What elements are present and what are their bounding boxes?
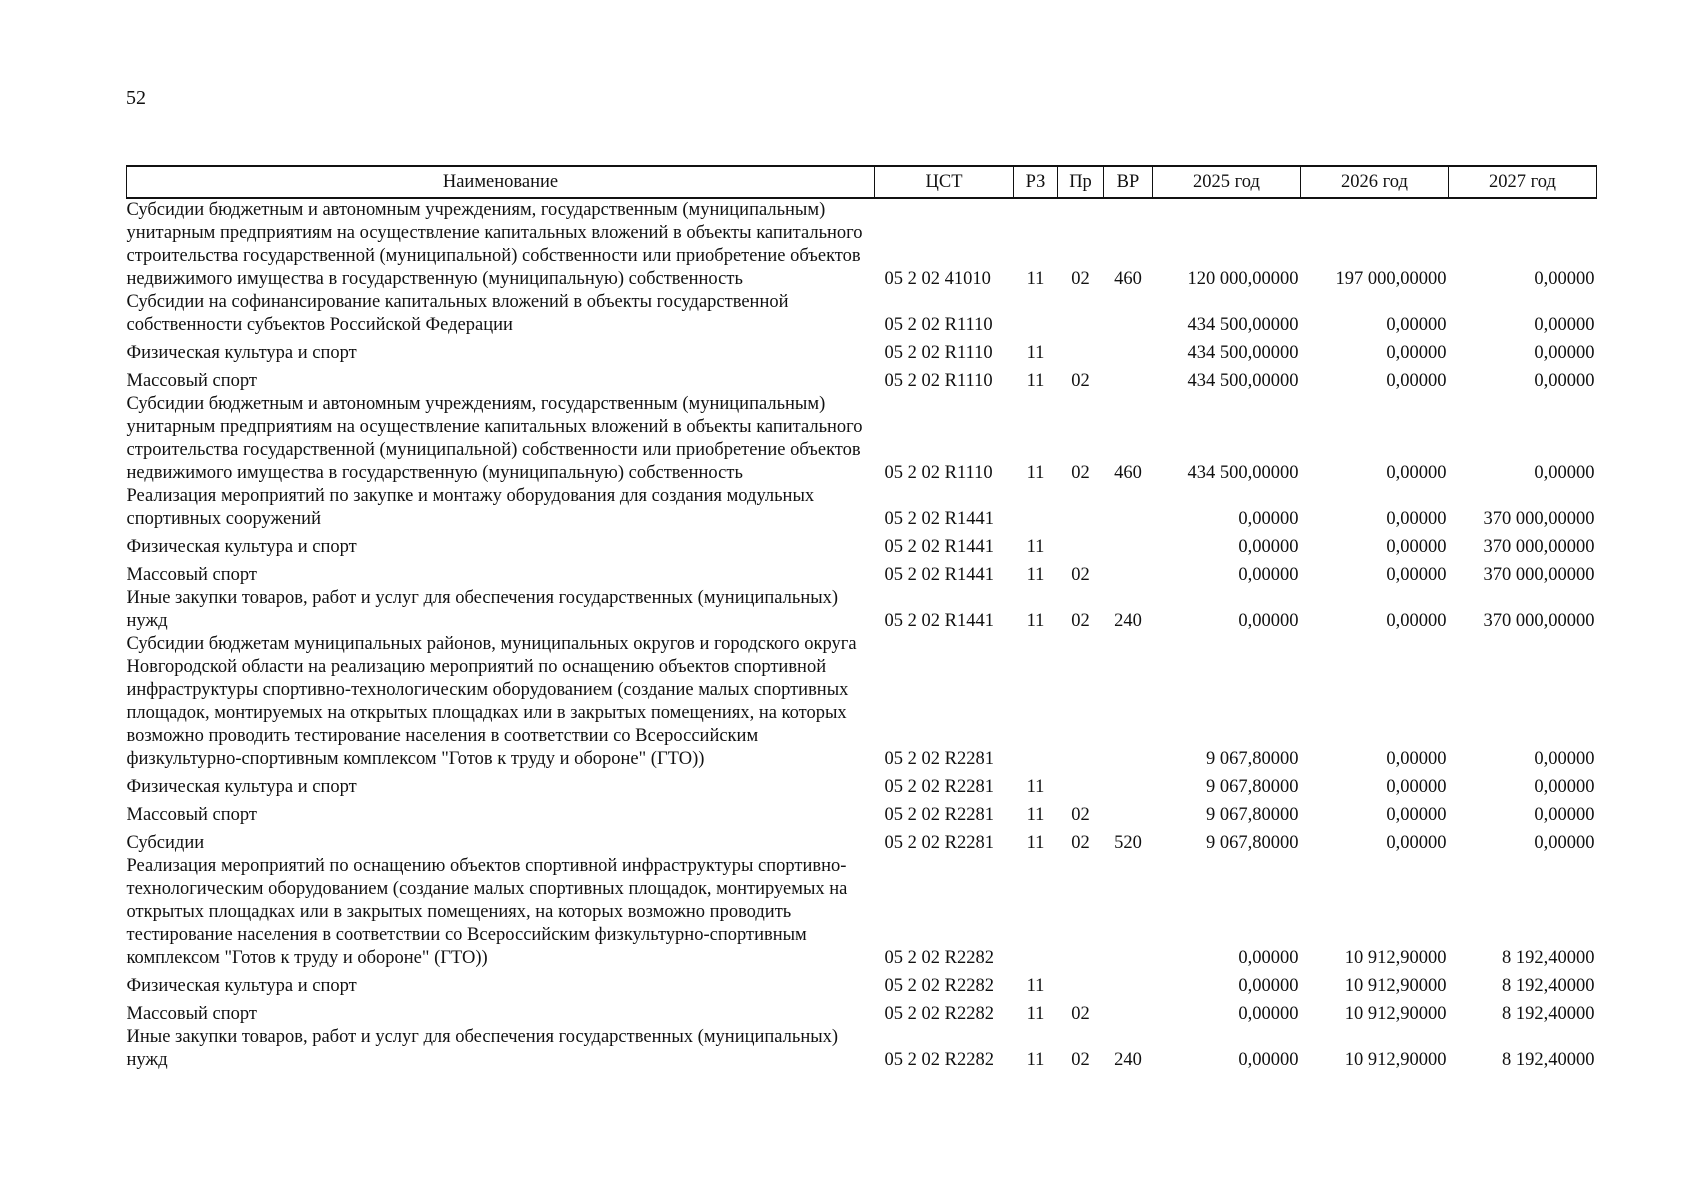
cell-2025: 0,00000 (1238, 948, 1299, 968)
cell-cst: 05 2 02 41010 (884, 269, 991, 289)
cell-2026: 0,00000 (1386, 611, 1447, 631)
cell-cst: 05 2 02 R1110 (884, 371, 993, 391)
cell-name: Массовый спорт (126, 371, 257, 391)
cell-2027: 0,00000 (1534, 463, 1595, 483)
header-pr: Пр (1058, 166, 1104, 198)
cell-vr (1104, 799, 1153, 827)
table-header (127, 166, 1597, 198)
cell-2025: 434 500,00000 (1187, 371, 1299, 391)
cell-2027: 370 000,00000 (1483, 611, 1595, 631)
page-number: 52 (126, 87, 146, 109)
cell-2026: 0,00000 (1386, 371, 1447, 391)
cell-name: Иные закупки товаров, работ и услуг для обеспечения государственных (муниципальных) нужд (126, 1027, 839, 1070)
cell-rz: 11 (1026, 371, 1045, 391)
cell-2027: 370 000,00000 (1483, 537, 1595, 557)
cell-2027: 0,00000 (1534, 777, 1595, 797)
cell-2025: 9 067,80000 (1206, 805, 1299, 825)
table-row (127, 855, 1597, 970)
cell-name: Иные закупки товаров, работ и услуг для обеспечения государственных (муниципальных) нужд (126, 588, 839, 631)
cell-2025: 0,00000 (1238, 537, 1299, 557)
cell-cst: 05 2 02 R1441 (884, 537, 994, 557)
cell-2026: 0,00000 (1386, 833, 1447, 853)
cell-cst: 05 2 02 R1441 (884, 611, 994, 631)
cell-2027: 8 192,40000 (1502, 948, 1595, 968)
header-vr: ВР (1104, 166, 1153, 198)
cell-2025: 434 500,00000 (1187, 463, 1299, 483)
table-row (127, 337, 1597, 365)
table-row (127, 1026, 1597, 1072)
cell-name: Реализация мероприятий по закупке и монтажу оборудования для создания модульных спортивных сооружений (126, 486, 815, 529)
cell-name: Физическая культура и спорт (126, 343, 357, 363)
cell-vr: 240 (1114, 1050, 1142, 1070)
cell-2027: 8 192,40000 (1502, 1004, 1595, 1024)
cell-name: Субсидии на софинансирование капитальных вложений в объекты государственной собственности субъектов Российской Федерации (126, 292, 789, 335)
header-row (127, 166, 1597, 198)
table-row (127, 198, 1597, 291)
cell-rz: 11 (1026, 1050, 1045, 1070)
header-2026: 2026 год (1301, 166, 1449, 198)
cell-2027: 0,00000 (1534, 833, 1595, 853)
cell-2026: 10 912,90000 (1344, 1050, 1447, 1070)
cell-2026: 0,00000 (1386, 749, 1447, 769)
table-row (127, 393, 1597, 485)
cell-2027: 0,00000 (1534, 343, 1595, 363)
table-row (127, 633, 1597, 771)
cell-2027: 0,00000 (1534, 805, 1595, 825)
cell-cst: 05 2 02 R2281 (884, 749, 994, 769)
cell-2025: 120 000,00000 (1187, 269, 1299, 289)
cell-pr: 02 (1071, 833, 1090, 853)
cell-vr: 460 (1114, 269, 1142, 289)
cell-pr (1058, 531, 1104, 559)
table-row (127, 827, 1597, 855)
cell-2025: 434 500,00000 (1187, 343, 1299, 363)
cell-rz (1014, 633, 1058, 771)
cell-2027: 0,00000 (1534, 371, 1595, 391)
cell-cst: 05 2 02 R2281 (884, 777, 994, 797)
budget-table (126, 165, 1597, 1072)
cell-vr (1104, 291, 1153, 337)
cell-rz: 11 (1026, 976, 1045, 996)
header-2025: 2025 год (1153, 166, 1301, 198)
cell-cst: 05 2 02 R1441 (884, 565, 994, 585)
table-row (127, 771, 1597, 799)
cell-vr (1104, 485, 1153, 531)
cell-pr (1058, 485, 1104, 531)
cell-cst: 05 2 02 R2282 (884, 976, 994, 996)
cell-2025: 0,00000 (1238, 611, 1299, 631)
cell-pr (1058, 970, 1104, 998)
cell-rz: 11 (1026, 805, 1045, 825)
cell-2025: 9 067,80000 (1206, 749, 1299, 769)
header-rz: РЗ (1014, 166, 1058, 198)
cell-vr (1104, 531, 1153, 559)
cell-rz: 11 (1026, 611, 1045, 631)
cell-vr (1104, 365, 1153, 393)
cell-2026: 10 912,90000 (1344, 976, 1447, 996)
cell-vr: 520 (1114, 833, 1142, 853)
cell-pr (1058, 291, 1104, 337)
cell-2026: 10 912,90000 (1344, 948, 1447, 968)
cell-vr: 240 (1114, 611, 1142, 631)
cell-rz: 11 (1026, 1004, 1045, 1024)
cell-2025: 0,00000 (1238, 1004, 1299, 1024)
cell-2026: 0,00000 (1386, 509, 1447, 529)
cell-2026: 0,00000 (1386, 777, 1447, 797)
cell-pr: 02 (1071, 371, 1090, 391)
cell-2026: 0,00000 (1386, 537, 1447, 557)
cell-rz (1014, 855, 1058, 970)
cell-cst: 05 2 02 R1110 (884, 315, 993, 335)
cell-pr: 02 (1071, 1050, 1090, 1070)
cell-2025: 0,00000 (1238, 976, 1299, 996)
cell-2025: 0,00000 (1238, 565, 1299, 585)
cell-name: Субсидии (126, 833, 205, 853)
cell-rz: 11 (1026, 833, 1045, 853)
cell-pr: 02 (1071, 611, 1090, 631)
cell-vr (1104, 771, 1153, 799)
cell-2026: 0,00000 (1386, 315, 1447, 335)
cell-rz: 11 (1026, 269, 1045, 289)
cell-cst: 05 2 02 R2282 (884, 1004, 994, 1024)
cell-2027: 0,00000 (1534, 315, 1595, 335)
cell-2027: 8 192,40000 (1502, 1050, 1595, 1070)
cell-2026: 0,00000 (1386, 805, 1447, 825)
cell-rz (1014, 485, 1058, 531)
cell-cst: 05 2 02 R1441 (884, 509, 994, 529)
cell-pr: 02 (1071, 805, 1090, 825)
cell-2025: 0,00000 (1238, 509, 1299, 529)
table-row (127, 970, 1597, 998)
cell-2025: 9 067,80000 (1206, 777, 1299, 797)
cell-vr (1104, 998, 1153, 1026)
cell-name: Физическая культура и спорт (126, 537, 357, 557)
cell-vr: 460 (1114, 463, 1142, 483)
cell-name: Субсидии бюджетным и автономным учреждениям, государственным (муниципальным) унитарным предприятиям на осуществление капитальных вложений в объекты капитального строительства государственной (муниципальной) собственности или приобретение объектов недвижимого имущества в государственную (муниципальную) собственность (126, 200, 863, 289)
cell-pr (1058, 771, 1104, 799)
cell-pr: 02 (1071, 565, 1090, 585)
cell-2026: 10 912,90000 (1344, 1004, 1447, 1024)
cell-2026: 0,00000 (1386, 463, 1447, 483)
table-body (127, 198, 1597, 1072)
cell-rz (1014, 291, 1058, 337)
cell-cst: 05 2 02 R2281 (884, 805, 994, 825)
cell-name: Массовый спорт (126, 1004, 257, 1024)
cell-rz: 11 (1026, 777, 1045, 797)
cell-pr (1058, 633, 1104, 771)
cell-2027: 370 000,00000 (1483, 565, 1595, 585)
cell-name: Физическая культура и спорт (126, 777, 357, 797)
cell-vr (1104, 855, 1153, 970)
table-row (127, 291, 1597, 337)
cell-2027: 0,00000 (1534, 749, 1595, 769)
cell-2025: 434 500,00000 (1187, 315, 1299, 335)
cell-2027: 8 192,40000 (1502, 976, 1595, 996)
cell-2027: 0,00000 (1534, 269, 1595, 289)
cell-cst: 05 2 02 R2282 (884, 1050, 994, 1070)
header-2027: 2027 год (1449, 166, 1597, 198)
cell-2026: 197 000,00000 (1335, 269, 1447, 289)
table-row (127, 531, 1597, 559)
cell-pr (1058, 855, 1104, 970)
cell-name: Реализация мероприятий по оснащению объектов спортивной инфраструктуры спортивно-технологическим оборудованием (создание малых спортивных площадок, монтируемых на открытых площадках или в закрытых помещениях, на которых возможно проводить тестирование населения в соответствии со Всероссийским физкультурно-спортивным комплексом "Готов к труду и обороне" (ГТО)) (126, 856, 848, 968)
cell-vr (1104, 559, 1153, 587)
table-row (127, 559, 1597, 587)
cell-name: Субсидии бюджетам муниципальных районов, муниципальных округов и городского округа Новгородской области на реализацию мероприятий по оснащению объектов спортивной инфраструктуры спортивно-технологическим оборудованием (создание малых спортивных площадок, монтируемых на открытых площадках или в закрытых помещениях, на которых возможно проводить тестирование населения в соответствии со Всероссийским физкультурно-спортивным комплексом "Готов к труду и обороне" (ГТО)) (126, 634, 857, 769)
cell-name: Субсидии бюджетным и автономным учреждениям, государственным (муниципальным) унитарным предприятиям на осуществление капитальных вложений в объекты капитального строительства государственной (муниципальной) собственности или приобретение объектов недвижимого имущества в государственную (муниципальную) собственность (126, 394, 863, 483)
cell-2025: 0,00000 (1238, 1050, 1299, 1070)
table-row (127, 799, 1597, 827)
cell-vr (1104, 970, 1153, 998)
cell-cst: 05 2 02 R2281 (884, 833, 994, 853)
table-row (127, 485, 1597, 531)
cell-vr (1104, 337, 1153, 365)
cell-2026: 0,00000 (1386, 343, 1447, 363)
cell-name: Массовый спорт (126, 565, 257, 585)
table-row (127, 365, 1597, 393)
cell-vr (1104, 633, 1153, 771)
cell-2026: 0,00000 (1386, 565, 1447, 585)
cell-pr (1058, 337, 1104, 365)
cell-2027: 370 000,00000 (1483, 509, 1595, 529)
cell-pr: 02 (1071, 463, 1090, 483)
cell-cst: 05 2 02 R1110 (884, 463, 993, 483)
cell-rz: 11 (1026, 537, 1045, 557)
cell-rz: 11 (1026, 565, 1045, 585)
cell-name: Физическая культура и спорт (126, 976, 357, 996)
table-row (127, 587, 1597, 633)
header-name: Наименование (127, 166, 875, 198)
cell-rz: 11 (1026, 463, 1045, 483)
cell-pr: 02 (1071, 1004, 1090, 1024)
cell-cst: 05 2 02 R1110 (884, 343, 993, 363)
cell-rz: 11 (1026, 343, 1045, 363)
cell-2025: 9 067,80000 (1206, 833, 1299, 853)
cell-pr: 02 (1071, 269, 1090, 289)
header-cst: ЦСТ (875, 166, 1014, 198)
table-row (127, 998, 1597, 1026)
cell-name: Массовый спорт (126, 805, 257, 825)
cell-cst: 05 2 02 R2282 (884, 948, 994, 968)
